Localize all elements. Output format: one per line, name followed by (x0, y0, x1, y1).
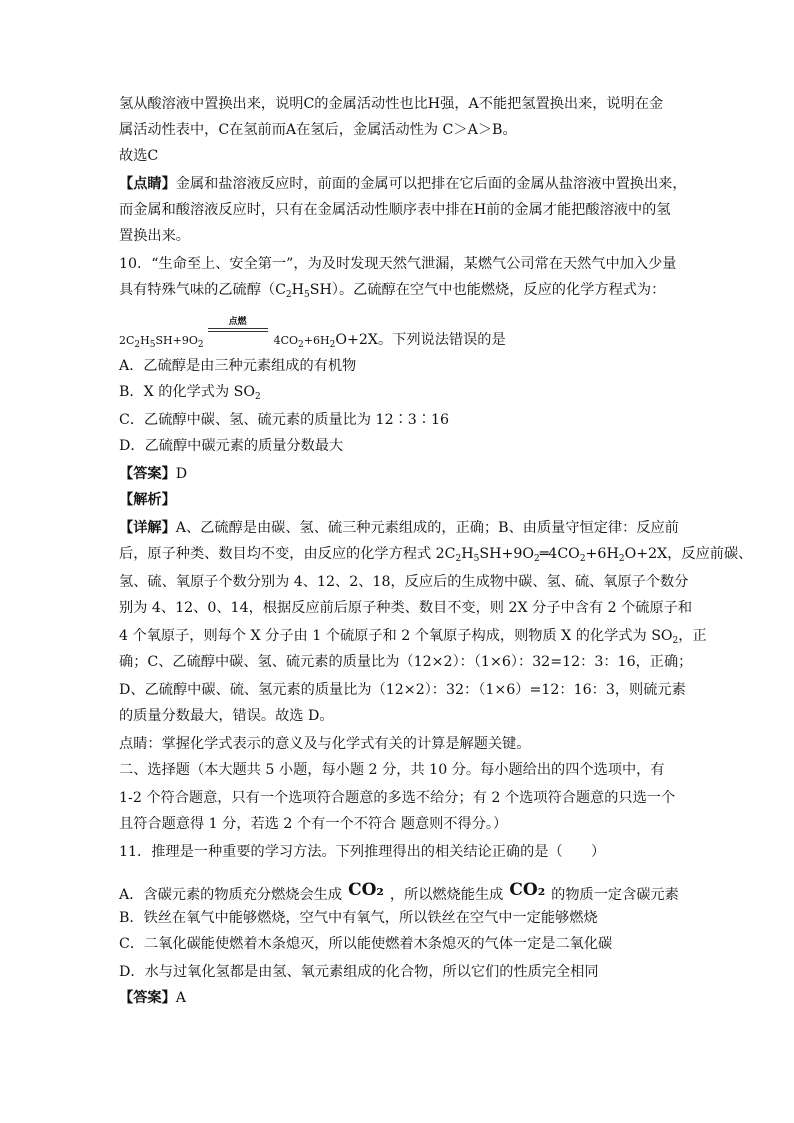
dianjing-line: 【点睛】金属和盐溶液反应时，前面的金属可以把排在它后面的金属从盐溶液中置换出来， (119, 176, 687, 192)
option-b: B．X 的化学式为 $SO_2$ (119, 384, 261, 402)
detail-line: 的质量分数最大，错误。故选 D。 (119, 708, 334, 724)
co2-formula: CO₂ (348, 880, 384, 900)
reaction-condition: 点燃 (228, 317, 247, 327)
detail-line: 4 个氧原子，则每个 X 分子由 1 个硫原子和 2 个氧原子构成，则物质 X 的化学式为 $SO_2$，正 (119, 628, 707, 646)
co2-formula: CO₂ (509, 880, 546, 900)
reaction-condition-arrow (208, 317, 268, 350)
detail-line: 后，原子种类、数目均不变，由反应的化学方程式 $2C_2H_5SH+9O_2═4CO_2+6H_2O+2X$，反应前碳、 (119, 546, 753, 564)
section-header: 二、选择题（本大题共 5 小题，每小题 2 分，共 10 分。每小题给出的四个选项中，有 (119, 762, 665, 778)
chemical-equation: $2C_2H_5SH+9O_2$ 点燃 $4CO_2+6H_2O+2X$。下列说法错误的是 (119, 317, 506, 350)
option-d: D．乙硫醇中碳元素的质量分数最大 (119, 438, 344, 454)
option-c: C．二氧化碳能使燃着木条熄灭，所以能使燃着木条熄灭的气体一定是二氧化碳 (119, 936, 613, 952)
detail-line: 【详解】A、乙硫醇是由碳、氢、硫三种元素组成的，正确；B、由质量守恒定律：反应前 (119, 520, 679, 536)
detail-line: 确；C、乙硫醇中碳、氢、硫元素的质量比为（12×2）：（1×6）：32=12：3：16，正确； (119, 654, 693, 670)
option-b: B．铁丝在氧气中能够燃烧，空气中有氧气，所以铁丝在空气中一定能够燃烧 (119, 910, 598, 926)
text-line: 故选C (119, 148, 159, 164)
question-10-stem-2: 具有特殊气味的乙硫醇$(C_2H_5SH)$。乙硫醇在空气中也能燃烧，反应的化学方程式为： (119, 282, 666, 300)
section-header: 且符合题意得 1 分，若选 2 个有一个不符合 题意则不得分。） (119, 816, 508, 832)
text-line: 属活动性表中，C在氢前而A在氢后，金属活动性为 C＞A＞B。 (119, 122, 517, 138)
detail-tag: 【详解】 (119, 520, 176, 536)
answer-line (119, 988, 679, 1008)
option-d: D．水与过氧化氢都是由氢、氧元素组成的化合物，所以它们的性质完全相同 (119, 964, 599, 980)
detail-line: 别为 4、12、0、14，根据反应前后原子种类、数目不变，则 2X 分子中含有 2 个硫原子和 (119, 600, 693, 616)
answer-value: A (175, 990, 187, 1006)
answer-tag: 【答案】 (119, 466, 176, 482)
detail-line: 氢、硫、氧原子个数分别为 4、12、2、18，反应后的生成物中碳、氢、硫、氧原子个数分 (119, 574, 689, 590)
option-a: A．含碳元素的物质充分燃烧会生成 CO₂ ，所以燃烧能生成 CO₂ 的物质一定含碳元素 (119, 880, 679, 903)
text-line: 置换出来。 (119, 228, 190, 244)
answer-tag: 【答案】 (119, 990, 176, 1006)
option-c: C．乙硫醇中碳、氢、硫元素的质量比为 12∶3∶16 (119, 412, 450, 428)
answer-value: D (175, 466, 188, 482)
option-a: A．乙硫醇是由三种元素组成的有机物 (119, 358, 357, 374)
dianjing-tag: 【点睛】 (119, 176, 176, 192)
answer-line (119, 464, 679, 484)
analysis-tag: 【解析】 (119, 492, 176, 508)
section-header: 1-2 个符合题意，只有一个选项符合题意的多选不给分；有 2 个选项符合题意的只选一个 (119, 790, 676, 806)
tip-line: 点睛：掌握化学式表示的意义及与化学式有关的计算是解题关键。 (119, 736, 531, 752)
question-11-stem: 11．推理是一种重要的学习方法。下列推理得出的相关结论正确的是（ ） (119, 844, 606, 860)
text-line: 而金属和酸溶液反应时，只有在金属活动性顺序表中排在H前的金属才能把酸溶液中的氢 (119, 202, 671, 218)
detail-line: D、乙硫醇中碳、硫、氢元素的质量比为（12×2）：32：（1×6）=12：16：3，则硫元素 (119, 682, 686, 698)
text-line: 氢从酸溶液中置换出来，说明C的金属活动性也比H强，A不能把氢置换出来，说明在金 (119, 96, 664, 112)
question-10-stem: 10．“生命至上、安全第一”，为及时发现天然气泄漏，某燃气公司常在天然气中加入少量 (119, 256, 677, 272)
